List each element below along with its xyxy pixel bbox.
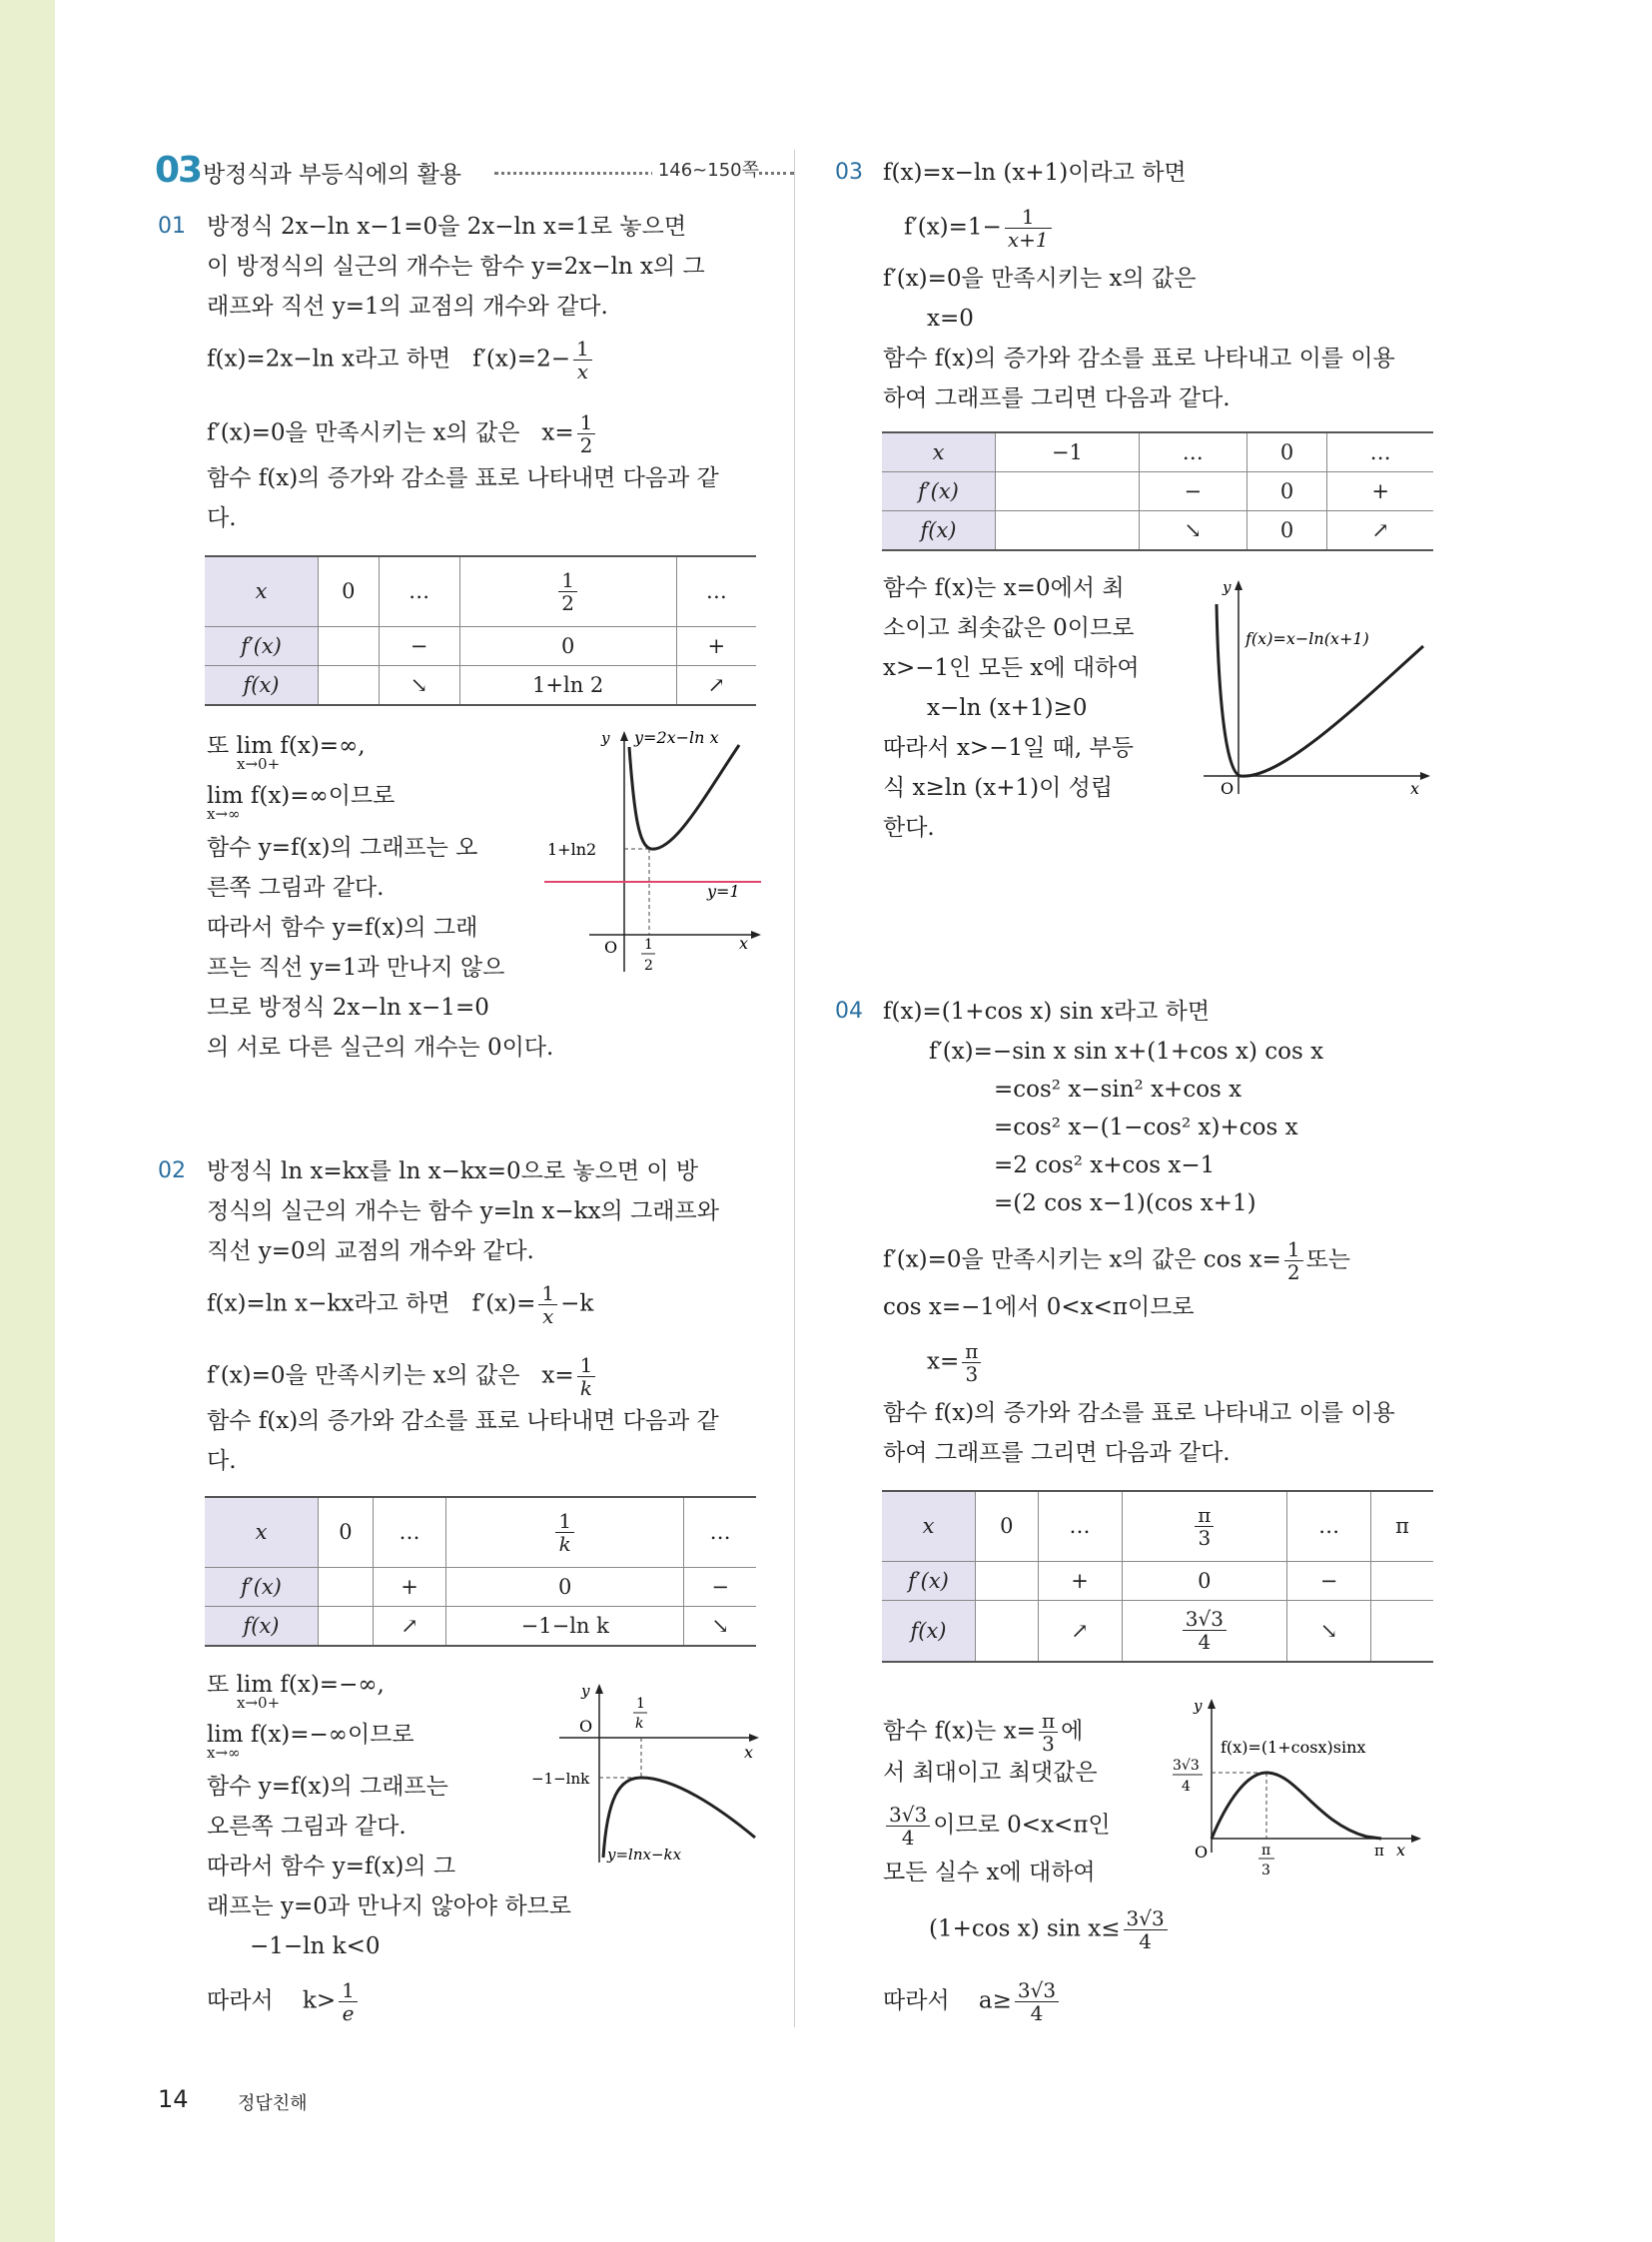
p02-k-ineq: k> [302, 1987, 337, 2014]
p03-graph [1199, 574, 1433, 804]
p03-line-1: f(x)=x−ln (x+1)이라고 하면 [883, 160, 1187, 186]
p02-tail-3: 함수 y=f(x)의 그래프는 [207, 1774, 448, 1800]
pi-label: π [1374, 1842, 1384, 1860]
fraction: $\frac{1}{2}$ [1284, 1238, 1303, 1283]
p03-tail-3: x>−1인 모든 x에 대하여 [883, 655, 1140, 681]
p03-line-2 [904, 206, 1055, 251]
p01-tail-7: 므로 방정식 2x−ln x−1=0 [207, 995, 489, 1021]
y-label: y [1223, 578, 1232, 596]
table-cell: … [676, 556, 756, 626]
table-cell [319, 665, 380, 705]
p02-tail-2-sub: x→∞ [207, 1744, 241, 1762]
table-cell: … [379, 556, 459, 626]
p02-tail-1-sub: x→0+ [237, 1694, 281, 1712]
p01-xeq: x= [541, 419, 574, 446]
p01-tail-3: 함수 y=f(x)의 그래프는 오 [207, 835, 478, 861]
x-axis-arrow [1420, 772, 1430, 780]
p04-max-text: 이므로 0<x<π인 [933, 1812, 1111, 1839]
y-axis-arrow [1208, 1699, 1216, 1709]
fraction: $\frac{1}{k}$ [577, 1354, 596, 1399]
p04-tail-4: 모든 실수 x에 대하여 [883, 1860, 1096, 1885]
half-den: 2 [644, 958, 653, 974]
p02-tail-6: 래프는 y=0과 만나지 않아야 하므로 [207, 1893, 571, 1919]
table-cell: + [1327, 472, 1433, 511]
p03-deriv: f′(x)=1− [904, 214, 1002, 241]
p02-tail-5: 따라서 함수 y=f(x)의 그 [207, 1854, 456, 1879]
table-cell: ↘ [1139, 511, 1246, 551]
p02-line-5 [207, 1354, 598, 1399]
fraction: $\frac{1}{x}$ [538, 1282, 557, 1327]
p02-tail-8 [207, 1979, 361, 2024]
p04-ineq: (1+cos x) sin x≤ [929, 1915, 1121, 1942]
p04-zero: f′(x)=0을 만족시키는 x의 값은 cos x= [883, 1246, 1281, 1273]
table-cell: … [1139, 432, 1246, 472]
fraction: $\frac{3√3}{4}$ [886, 1804, 930, 1849]
table-cell [996, 472, 1140, 511]
p01-line-2: 이 방정식의 실근의 개수는 함수 y=2x−ln x의 그 [207, 254, 705, 280]
table-cell: $\frac{1}{k}$ [446, 1497, 684, 1567]
p04-max-at: 함수 f(x)는 x= [883, 1718, 1036, 1745]
table-cell: 0 [319, 556, 380, 626]
p04-line-2: f′(x)=−sin x sin x+(1+cos x) cos x [929, 1039, 1324, 1065]
p01-tail-5: 따라서 함수 y=f(x)의 그래 [207, 915, 478, 941]
p04-line-11: 하여 그래프를 그리면 다음과 같다. [883, 1440, 1231, 1466]
x-label: x [1396, 1841, 1406, 1860]
p04-line-4: =cos² x−(1−cos² x)+cos x [994, 1115, 1298, 1140]
table-cell: … [684, 1497, 756, 1567]
table-cell: −1 [996, 432, 1140, 472]
table-cell: − [1287, 1561, 1371, 1600]
p03-line-3: f′(x)=0을 만족시키는 x의 값은 [883, 266, 1197, 292]
table-cell [1371, 1600, 1433, 1662]
x-axis-arrow [751, 931, 761, 939]
table-cell: f′(x) [882, 1561, 976, 1600]
curve [629, 745, 739, 849]
p01-tail-8: 의 서로 다른 실근의 개수는 0이다. [207, 1035, 554, 1061]
table-cell: + [676, 626, 756, 665]
x-axis-arrow [749, 1734, 759, 1742]
x-axis-arrow [1411, 1835, 1421, 1843]
p01-line-1: 방정식 2x−ln x−1=0을 2x−ln x=1로 놓으면 [207, 214, 687, 240]
fraction: $\frac{\pi}{3}$ [962, 1340, 981, 1385]
p04-line-9 [927, 1340, 984, 1385]
p03-tail-5: 따라서 x>−1일 때, 부등 [883, 735, 1134, 761]
p03-tail-1: 함수 f(x)는 x=0에서 최 [883, 575, 1125, 601]
y-axis-arrow [620, 731, 628, 741]
footer-label: 정답친해 [238, 2093, 308, 2114]
p02-line-3: 직선 y=0의 교점의 개수와 같다. [207, 1238, 534, 1264]
table-cell: f(x) [882, 511, 996, 551]
section-heading [155, 150, 759, 194]
table-cell: ↗ [1327, 511, 1433, 551]
table-cell: 0 [1246, 432, 1327, 472]
origin-label: O [604, 938, 618, 957]
table-cell: $\frac{3√3}{4}$ [1122, 1600, 1287, 1662]
table-cell: ↗ [373, 1606, 445, 1646]
curve-label: f(x)=x−ln(x+1) [1245, 629, 1369, 648]
table-cell [319, 1606, 374, 1646]
p03-line-6: 하여 그래프를 그리면 다음과 같다. [883, 385, 1231, 411]
table-cell: − [684, 1567, 756, 1606]
p04-line-10: 함수 f(x)의 증가와 감소를 표로 나타내고 이를 이용 [883, 1400, 1395, 1426]
side-color-strip [0, 0, 55, 2242]
p04-line-7 [883, 1238, 1350, 1283]
p03-line-5: 함수 f(x)의 증가와 감소를 표로 나타내고 이를 이용 [883, 346, 1395, 372]
p04-line-5: =2 cos² x+cos x−1 [994, 1152, 1216, 1178]
p01-graph [539, 727, 764, 977]
p04-line-8: cos x=−1에서 0<x<π이므로 [883, 1294, 1195, 1320]
p02-line-4 [207, 1282, 593, 1327]
tick-num: π [1261, 1843, 1271, 1859]
table-cell: π [1371, 1491, 1433, 1561]
p02-conclusion: 따라서 [207, 1987, 274, 2014]
half-num: 1 [644, 937, 653, 953]
p01-tail-2: lim f(x)=∞이므로 [207, 783, 396, 809]
fraction: $\frac{3√3}{4}$ [1124, 1907, 1168, 1952]
top-num: 3√3 [1173, 1758, 1200, 1774]
p01-line-6: 함수 f(x)의 증가와 감소를 표로 나타내면 다음과 같 [207, 465, 719, 491]
p04-conclusion: 따라서 [883, 1987, 950, 2014]
y-label: y [581, 1682, 590, 1700]
table-cell: x [882, 1491, 976, 1561]
p02-graph [519, 1678, 764, 1868]
table-cell: … [1327, 432, 1433, 472]
section-title: 방정식과 부등식에의 활용 [203, 162, 462, 188]
problem-number-02: 02 [158, 1158, 186, 1183]
table-cell: − [379, 626, 459, 665]
p04-variation-table [882, 1490, 1433, 1663]
table-cell [996, 511, 1140, 551]
p04-line-3: =cos² x−sin² x+cos x [994, 1077, 1242, 1103]
table-cell: … [373, 1497, 445, 1567]
table-cell: 1+ln 2 [459, 665, 676, 705]
p04-graph [1167, 1693, 1436, 1882]
p02-line-7: 다. [207, 1448, 237, 1474]
table-cell: ↘ [684, 1606, 756, 1646]
p01-line-3: 래프와 직선 y=1의 교점의 개수와 같다. [207, 294, 608, 320]
p04-or: 또는 [1305, 1246, 1350, 1273]
table-cell: x [205, 1497, 319, 1567]
origin-label: O [1195, 1843, 1209, 1862]
p02-line-6: 함수 f(x)의 증가와 감소를 표로 나타내면 다음과 같 [207, 1408, 719, 1434]
p01-line-4 [207, 338, 595, 382]
problem-number-01: 01 [158, 214, 186, 239]
table-cell: f(x) [882, 1600, 976, 1662]
table-cell [976, 1561, 1039, 1600]
top-den: 4 [1182, 1779, 1191, 1795]
p02-deriv-rest: −k [560, 1290, 594, 1317]
table-cell [976, 1600, 1039, 1662]
p03-line-4: x=0 [927, 306, 974, 332]
p02-line-2: 정식의 실근의 개수는 함수 y=ln x−kx의 그래프와 [207, 1198, 719, 1224]
section-number: 03 [155, 150, 202, 191]
min-label: 1+ln2 [547, 840, 597, 859]
p04-tail-2: 서 최대이고 최댓값은 [883, 1760, 1098, 1786]
table-cell: + [1038, 1561, 1122, 1600]
fraction: $\frac{3√3}{4}$ [1015, 1979, 1059, 2024]
p01-line-7: 다. [207, 505, 237, 531]
table-cell: f(x) [205, 1606, 319, 1646]
table-cell: … [1287, 1491, 1371, 1561]
p03-tail-4: x−ln (x+1)≥0 [927, 695, 1088, 721]
p01-fdef: f(x)=2x−ln x라고 하면 [207, 346, 451, 373]
p02-fdef: f(x)=ln x−kx라고 하면 [207, 1290, 450, 1317]
p02-tail-7: −1−ln k<0 [250, 1933, 381, 1959]
y-label: y [1194, 1697, 1203, 1715]
problem-number-04: 04 [835, 999, 863, 1024]
table-cell: f′(x) [205, 1567, 319, 1606]
p04-a-ineq: a≥ [978, 1987, 1012, 2014]
table-cell: f′(x) [205, 626, 319, 665]
table-cell: $\frac{1}{2}$ [459, 556, 676, 626]
x-label: x [744, 1743, 754, 1762]
p02-variation-table [205, 1496, 756, 1647]
table-cell: 0 [319, 1497, 374, 1567]
table-cell [319, 626, 380, 665]
y-axis-arrow [595, 1684, 603, 1694]
table-cell: ↗ [1038, 1600, 1122, 1662]
p01-zero: f′(x)=0을 만족시키는 x의 값은 [207, 419, 520, 446]
p02-tail-1: 또 lim f(x)=−∞, [207, 1672, 385, 1698]
section-pages: 146~150쪽 [652, 156, 759, 182]
p01-tail-6: 프는 직선 y=1과 만나지 않으 [207, 955, 505, 981]
fraction: $\frac{1}{2}$ [577, 411, 596, 456]
tick-den: 3 [1261, 1863, 1270, 1878]
p01-line-5 [207, 411, 598, 456]
p01-variation-table [205, 555, 756, 706]
table-cell [319, 1567, 374, 1606]
origin-label: O [1221, 779, 1235, 798]
p03-tail-2: 소이고 최솟값은 0이므로 [883, 615, 1135, 641]
table-cell: 0 [1122, 1561, 1287, 1600]
y-label: y [601, 729, 610, 747]
p03-tail-6: 식 x≥ln (x+1)이 성립 [883, 775, 1114, 801]
table-cell: … [1038, 1491, 1122, 1561]
fraction: $\frac{1}{e}$ [339, 1979, 358, 2024]
curve [1212, 1773, 1381, 1839]
p04-tail-6 [883, 1979, 1062, 2024]
table-cell: ↘ [1287, 1600, 1371, 1662]
table-cell: f(x) [205, 665, 319, 705]
p04-tail-5 [929, 1907, 1171, 1952]
x-label: x [739, 934, 749, 953]
table-cell: 0 [1246, 472, 1327, 511]
x-label: x [1410, 779, 1420, 798]
p01-deriv: f′(x)=2− [472, 346, 570, 373]
p01-tail-2-sub: x→∞ [207, 805, 241, 823]
page-number: 14 [158, 2085, 189, 2113]
fraction: $\frac{1}{x+1}$ [1005, 206, 1052, 251]
p04-tail-1 [883, 1710, 1083, 1755]
p03-tail-7: 한다. [883, 815, 935, 841]
p02-zero: f′(x)=0을 만족시키는 x의 값은 [207, 1362, 520, 1389]
p01-tail-1-sub: x→0+ [237, 755, 281, 773]
problem-number-03: 03 [835, 160, 863, 185]
origin-label: O [579, 1717, 593, 1736]
p02-tail-4: 오른쪽 그림과 같다. [207, 1814, 407, 1840]
k-num: 1 [636, 1696, 645, 1712]
curve-label: y=2x−ln x [634, 728, 719, 747]
table-cell: 0 [459, 626, 676, 665]
line-label: y=1 [707, 882, 740, 901]
p04-line-1: f(x)=(1+cos x) sin x라고 하면 [883, 999, 1211, 1025]
table-cell: x [205, 556, 319, 626]
p03-variation-table [882, 431, 1433, 551]
y-axis-arrow [1235, 580, 1242, 590]
max-label: −1−lnk [531, 1770, 590, 1788]
p02-tail-2: lim f(x)=−∞이므로 [207, 1722, 414, 1748]
p01-tail-1: 또 lim f(x)=∞, [207, 733, 366, 759]
k-den: k [635, 1716, 644, 1732]
table-cell: + [373, 1567, 445, 1606]
fraction: $\frac{1}{x}$ [573, 338, 592, 382]
table-cell: x [882, 432, 996, 472]
table-cell: 0 [1246, 511, 1327, 551]
table-cell: f′(x) [882, 472, 996, 511]
p04-line-6: =(2 cos x−1)(cos x+1) [994, 1190, 1256, 1216]
p04-tail-3 [883, 1804, 1111, 1849]
fraction: $\frac{\pi}{3}$ [1039, 1710, 1058, 1755]
table-cell: ↘ [379, 665, 459, 705]
table-cell: 0 [446, 1567, 684, 1606]
table-cell [1371, 1561, 1433, 1600]
curve-label: y=lnx−kx [607, 1846, 682, 1864]
column-divider [794, 150, 795, 2027]
table-cell: ↗ [676, 665, 756, 705]
p02-line-1: 방정식 ln x=kx를 ln x−kx=0으로 놓으면 이 방 [207, 1158, 699, 1184]
curve-label: f(x)=(1+cosx)sinx [1221, 1738, 1366, 1757]
table-cell: −1−ln k [446, 1606, 684, 1646]
table-cell: 0 [976, 1491, 1039, 1561]
p04-xeq: x= [927, 1348, 960, 1375]
p04-at-suffix: 에 [1061, 1718, 1084, 1745]
table-cell: − [1139, 472, 1246, 511]
p01-tail-4: 른쪽 그림과 같다. [207, 875, 385, 901]
p02-deriv: f′(x)= [471, 1290, 536, 1317]
table-cell: $\frac{\pi}{3}$ [1122, 1491, 1287, 1561]
p02-xeq: x= [541, 1362, 574, 1389]
